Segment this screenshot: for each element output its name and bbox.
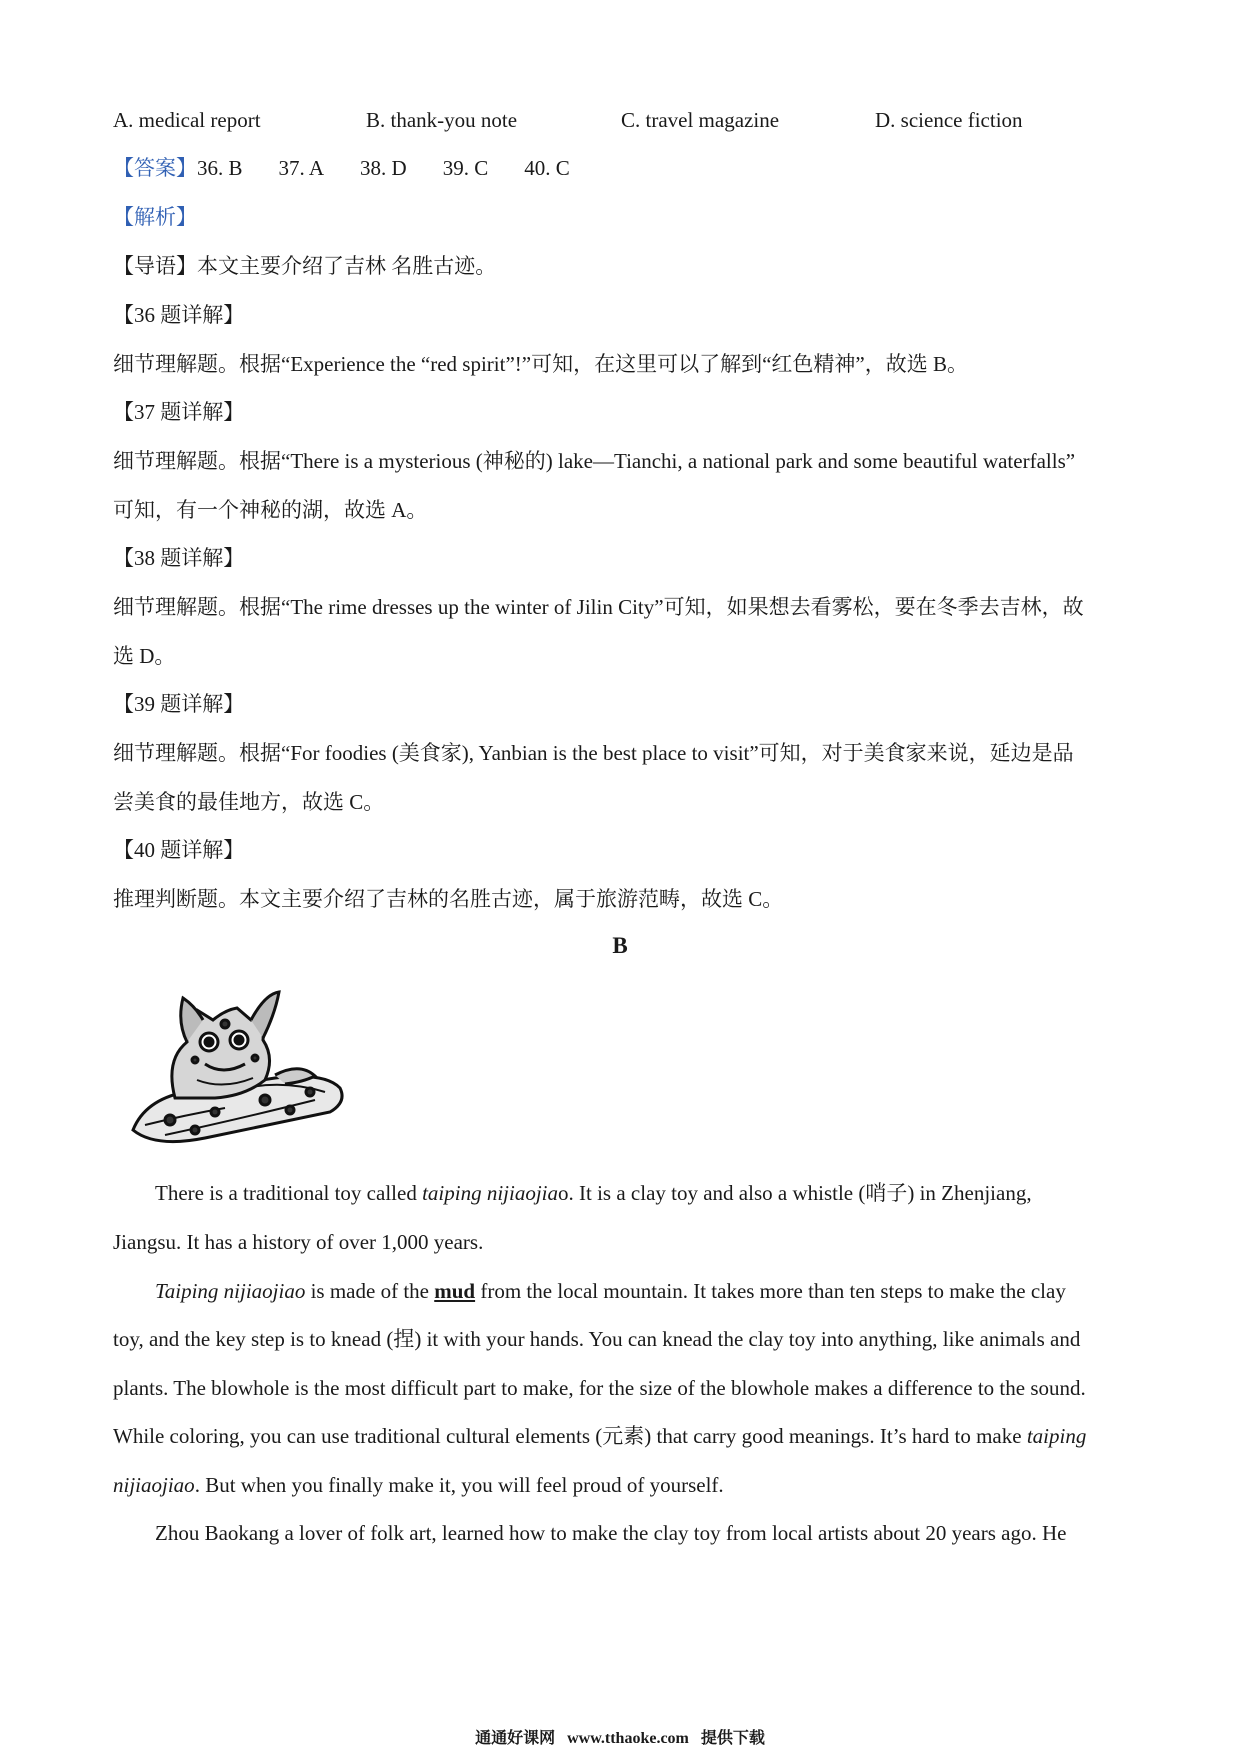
passage-paragraph-2-line-1 xyxy=(113,1276,1066,1306)
footer-url[interactable]: www.tthaoke.com xyxy=(567,1730,689,1747)
passage-text: . But when you finally make it, you will feel proud of yourself. xyxy=(194,1473,724,1497)
answer-item: 39. C xyxy=(442,156,489,180)
q38-heading: 【38 题详解】 xyxy=(113,546,245,570)
q38-text: 细节理解题。根据“The rime dresses up the winter of Jilin City”可知，如果想去看雾松，要在冬季去吉林，故 xyxy=(113,595,1084,619)
q39-text: 尝美食的最佳地方，故选 C。 xyxy=(113,790,385,814)
underlined-word-mud: mud xyxy=(434,1279,476,1303)
section-heading: B xyxy=(612,933,628,958)
passage-paragraph-2-line-4 xyxy=(113,1421,1086,1451)
answer-item: 37. A xyxy=(278,156,325,180)
passage-italic: taiping nijiaojia xyxy=(422,1181,559,1205)
passage-text: While coloring, you can use traditional cultural elements (元素) that carry good meanings. It’s hard to make xyxy=(113,1424,1027,1448)
footer-note: 提供下载 xyxy=(700,1730,765,1747)
passage-paragraph-1-line-2: Jiangsu. It has a history of over 1,000 years. xyxy=(113,1230,484,1254)
passage-text: There is a traditional toy called xyxy=(155,1181,423,1205)
option-c: C. travel magazine xyxy=(621,108,780,132)
intro-text: 【导语】本文主要介绍了吉林 名胜古迹。 xyxy=(113,254,497,278)
passage-text: o. It is a clay toy and also a whistle (哨子) in Zhenjiang, xyxy=(558,1181,1032,1205)
q37-heading: 【37 题详解】 xyxy=(113,400,245,424)
passage-paragraph-1-line-1 xyxy=(113,1178,1032,1208)
passage-paragraph-2-line-3: plants. The blowhole is the most difficult part to make, for the size of the blowhole makes a difference to the sound. xyxy=(113,1376,1086,1400)
passage-italic: taiping xyxy=(1026,1424,1087,1448)
q40-text: 推理判断题。本文主要介绍了吉林的名胜古迹，属于旅游范畴，故选 C。 xyxy=(113,887,784,911)
answer-label: 【答案】 xyxy=(113,156,197,180)
option-a: A. medical report xyxy=(113,108,261,132)
analysis-label: 【解析】 xyxy=(113,205,197,229)
answer-items xyxy=(197,156,606,180)
option-b: B. thank-you note xyxy=(366,108,518,132)
q36-text: 细节理解题。根据“Experience the “red spirit”!”可知，在这里可以了解到“红色精神”，故选 B。 xyxy=(113,352,968,376)
passage-paragraph-3-line-1: Zhou Baokang a lover of folk art, learned how to make the clay toy from local artists about 20 years ago. He xyxy=(155,1521,1067,1545)
answer-item: 40. C xyxy=(524,156,570,180)
q39-text: 细节理解题。根据“For foodies (美食家), Yanbian is the best place to visit”可知，对于美食家来说，延边是品 xyxy=(113,741,1074,765)
option-d: D. science fiction xyxy=(875,108,1023,132)
passage-italic: nijiaojiao xyxy=(113,1473,195,1497)
q38-text: 选 D。 xyxy=(113,644,176,668)
passage-paragraph-2-line-5 xyxy=(113,1470,724,1500)
passage-text: is made of the xyxy=(305,1279,435,1303)
answer-item: 38. D xyxy=(360,156,407,180)
passage-italic: Taiping nijiaojiao xyxy=(155,1279,306,1303)
q37-text: 细节理解题。根据“There is a mysterious (神秘的) lake—Tianchi, a national park and some beautiful waterfalls” xyxy=(113,449,1076,473)
answer-item: 36. B xyxy=(197,156,243,180)
passage-paragraph-2-line-2: toy, and the key step is to knead (捏) it with your hands. You can knead the clay toy into anything, like animals and xyxy=(113,1327,1081,1351)
footer-site-name: 通通好课网 xyxy=(475,1730,556,1747)
clay-toy-illustration xyxy=(125,980,350,1150)
q40-heading: 【40 题详解】 xyxy=(113,838,245,862)
q37-text: 可知，有一个神秘的湖，故选 A。 xyxy=(113,498,428,522)
q39-heading: 【39 题详解】 xyxy=(113,692,245,716)
q36-heading: 【36 题详解】 xyxy=(113,303,245,327)
answer-line xyxy=(113,153,606,183)
page-footer xyxy=(0,1725,1240,1748)
passage-text: from the local mountain. It takes more than ten steps to make the clay xyxy=(475,1279,1066,1303)
